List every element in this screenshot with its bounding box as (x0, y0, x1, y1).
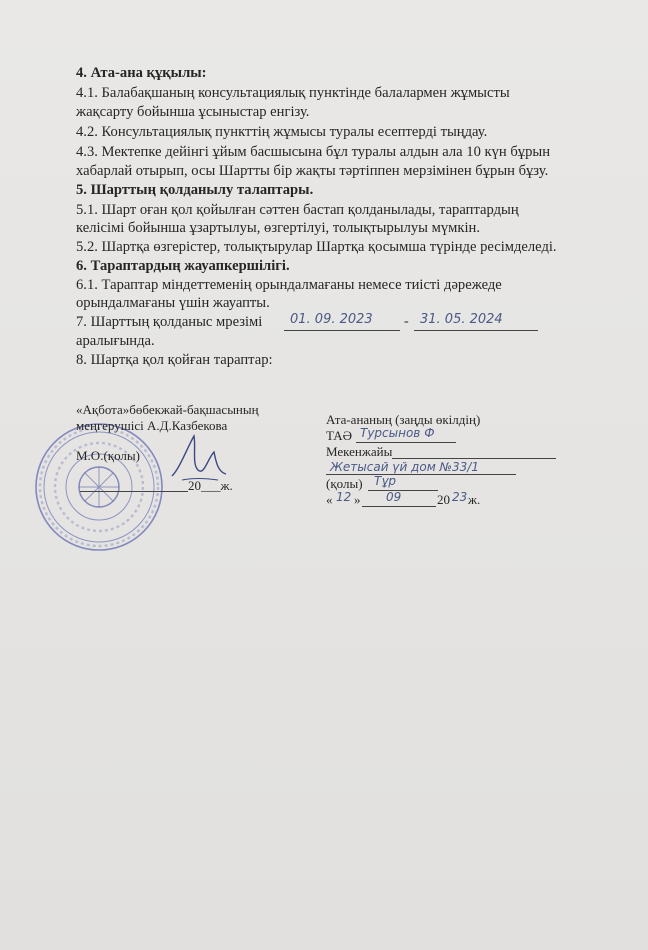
section4-title: 4. Ата-ана құқылы: (76, 65, 207, 81)
sign-label: (қолы) (326, 476, 363, 491)
section4-p1a: 4.1. Балабақшаның консультациялық пунктінде балалармен жұмысты (76, 85, 510, 101)
section7-label: 7. Шарттың қолданыс мрезімі (76, 314, 263, 330)
date-to-underline (414, 330, 538, 331)
address-value: Жетысай үй дом №33/1 (330, 460, 479, 474)
round-seal-stamp (32, 420, 167, 555)
date-from: 01. 09. 2023 (290, 312, 373, 327)
section6-title: 6. Тараптардың жауапкершілігі. (76, 258, 290, 274)
left-party-line2: меңгерушісі А.Д.Казбекова (76, 418, 228, 433)
fio-underline (356, 442, 456, 443)
section6-p1b: орындалмағаны үшін жауапты. (76, 295, 270, 311)
date-suffix: ж. (468, 492, 481, 507)
date-to: 31. 05. 2024 (420, 312, 503, 327)
section6-p1a: 6.1. Тараптар міндеттеменің орындалмағаны немесе тиісті дәрежеде (76, 277, 502, 293)
section4-p2: 4.2. Консультациялық пункттің жұмысы туралы есептерді тыңдау. (76, 124, 488, 140)
date-day: 12 (336, 490, 352, 504)
fio-value: Турсынов Ф (360, 426, 435, 440)
left-party-line3: М.О.(қолы) (76, 448, 140, 463)
left-date-tail: 20___ж. (188, 478, 233, 493)
address-underline-2 (326, 474, 516, 475)
section5-p2: 5.2. Шартқа өзгерістер, толықтырулар Шартқа қосымша түрінде ресімделеді. (76, 239, 557, 255)
left-party-line1: «Ақбота»бөбекжай-бақшасының (76, 402, 259, 417)
section4-p3b: хабарлай отырып, осы Шартты бір жақты тәртіппен мерзімінен бұрын бұзу. (76, 163, 549, 179)
date-from-underline (284, 330, 400, 331)
date-month-underline (362, 506, 436, 507)
parent-signature: Тұр (374, 474, 397, 488)
section4-p1b: жақсарту бойынша ұсыныстар енгізу. (76, 104, 310, 120)
date-year: 23 (452, 490, 468, 504)
date-open-quote: « (326, 492, 333, 507)
right-party-title: Ата-ананың (заңды өкілдің) (326, 412, 481, 427)
section5-p1b: келісімі бойынша ұзартылуы, өзгертілуі, толықтырылуы мүмкін. (76, 220, 480, 236)
section5-title: 5. Шарттың қолданылу талаптары. (76, 182, 314, 198)
address-label: Мекенжайы (326, 444, 393, 459)
address-underline (392, 458, 556, 459)
section7-tail: аралығында. (76, 333, 155, 349)
section4-p3a: 4.3. Мектепке дейінгі ұйым басшысына бұл туралы алдын ала 10 күн бұрын (76, 144, 551, 160)
date-year-prefix: 20 (437, 492, 450, 507)
director-signature (168, 428, 230, 486)
section8-label: 8. Шартқа қол қойған тараптар: (76, 352, 273, 368)
sign-underline (368, 490, 438, 491)
section5-p1a: 5.1. Шарт оған қол қойылған сәттен бастап қолданылады, тараптардың (76, 202, 519, 218)
date-dash: - (404, 314, 409, 329)
date-close-quote: » (354, 492, 361, 507)
date-month: 09 (386, 490, 402, 504)
left-date-underline (80, 491, 188, 492)
fio-label: ТАӘ (326, 428, 353, 443)
